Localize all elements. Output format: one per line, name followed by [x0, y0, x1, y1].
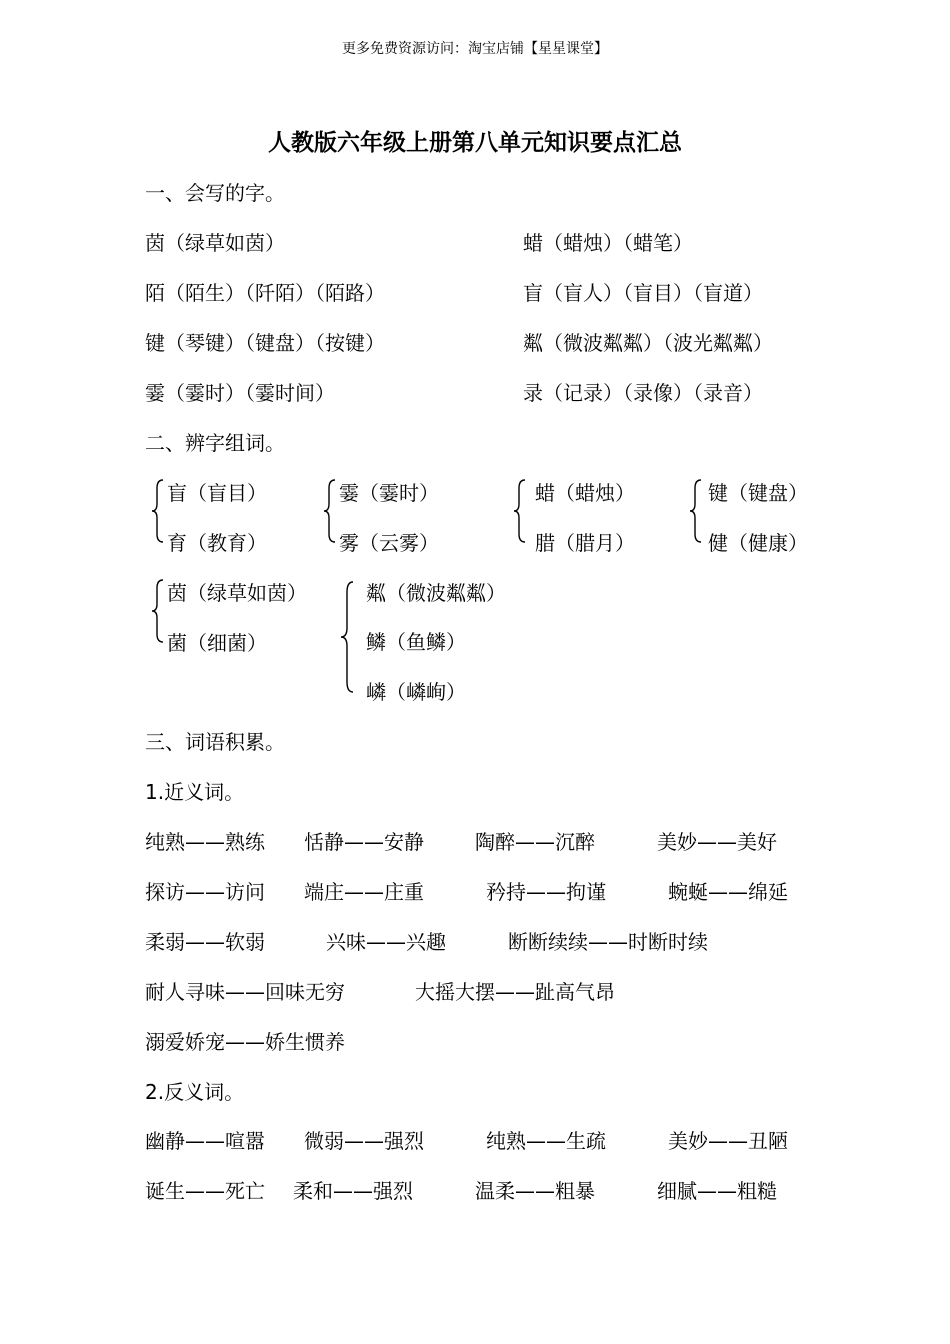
brace-icon — [512, 478, 526, 544]
section1-heading: 一、会写的字。 — [145, 181, 285, 205]
synonym-pair: 兴味——兴趣 — [326, 930, 446, 954]
group5-item2: 菌（细菌） — [167, 631, 267, 655]
section2-heading: 二、辨字组词。 — [145, 431, 285, 455]
brace-icon — [150, 578, 164, 644]
synonym-pair: 溺爱娇宠——娇生惯养 — [145, 1030, 345, 1054]
page-header: 更多免费资源访问：淘宝店铺【星星课堂】 — [342, 41, 608, 57]
write-char-right-4: 录（记录）（录像）（录音） — [523, 381, 763, 405]
antonym-pair: 温柔——粗暴 — [475, 1179, 595, 1203]
synonyms-heading: 1.近义词。 — [145, 780, 245, 804]
group6-item1: 粼（微波粼粼） — [366, 581, 506, 605]
synonym-pair: 恬静——安静 — [304, 830, 424, 854]
group6-item2: 鳞（鱼鳞） — [366, 630, 466, 654]
page-title: 人教版六年级上册第八单元知识要点汇总 — [268, 130, 682, 156]
brace-icon — [322, 478, 336, 544]
antonyms-heading: 2.反义词。 — [145, 1080, 245, 1104]
synonym-pair: 矜持——拘谨 — [486, 880, 606, 904]
synonym-pair: 断断续续——时断时续 — [508, 930, 708, 954]
group1-item1: 盲（盲目） — [167, 481, 267, 505]
antonym-pair: 诞生——死亡 — [145, 1179, 265, 1203]
antonym-pair: 细腻——粗糙 — [657, 1179, 777, 1203]
group4-item2: 健（健康） — [708, 531, 808, 555]
synonym-pair: 耐人寻味——回味无穷 — [145, 980, 345, 1004]
brace-icon — [338, 580, 354, 694]
write-char-left-2: 陌（陌生）（阡陌）（陌路） — [145, 281, 385, 305]
group3-item2: 腊（腊月） — [535, 531, 635, 555]
antonym-pair: 柔和——强烈 — [293, 1179, 413, 1203]
section3-heading: 三、词语积累。 — [145, 730, 285, 754]
write-char-right-1: 蜡（蜡烛）（蜡笔） — [523, 231, 693, 255]
group4-item1: 键（键盘） — [708, 481, 808, 505]
brace-icon — [688, 478, 702, 544]
synonym-pair: 探访——访问 — [145, 880, 265, 904]
antonym-pair: 幽静——喧嚣 — [145, 1129, 265, 1153]
group2-item1: 霎（霎时） — [339, 481, 439, 505]
write-char-left-3: 键（琴键）（键盘）（按键） — [145, 331, 385, 355]
antonym-pair: 纯熟——生疏 — [486, 1129, 606, 1153]
synonym-pair: 纯熟——熟练 — [145, 830, 265, 854]
synonym-pair: 蜿蜒——绵延 — [668, 880, 788, 904]
synonym-pair: 端庄——庄重 — [304, 880, 424, 904]
write-char-left-1: 茵（绿草如茵） — [145, 231, 285, 255]
group3-item1: 蜡（蜡烛） — [535, 481, 635, 505]
synonym-pair: 柔弱——软弱 — [145, 930, 265, 954]
brace-icon — [150, 478, 164, 544]
synonym-pair: 陶醉——沉醉 — [475, 830, 595, 854]
write-char-right-3: 粼（微波粼粼）（波光粼粼） — [523, 331, 773, 355]
write-char-left-4: 霎（霎时）（霎时间） — [145, 381, 335, 405]
group5-item1: 茵（绿草如茵） — [167, 581, 307, 605]
antonym-pair: 美妙——丑陋 — [668, 1129, 788, 1153]
write-char-right-2: 盲（盲人）（盲目）（盲道） — [523, 281, 763, 305]
group6-item3: 嶙（嶙峋） — [366, 680, 466, 704]
antonym-pair: 微弱——强烈 — [304, 1129, 424, 1153]
group2-item2: 雾（云雾） — [339, 531, 439, 555]
synonym-pair: 大摇大摆——趾高气昂 — [415, 980, 615, 1004]
synonym-pair: 美妙——美好 — [657, 830, 777, 854]
group1-item2: 育（教育） — [167, 531, 267, 555]
